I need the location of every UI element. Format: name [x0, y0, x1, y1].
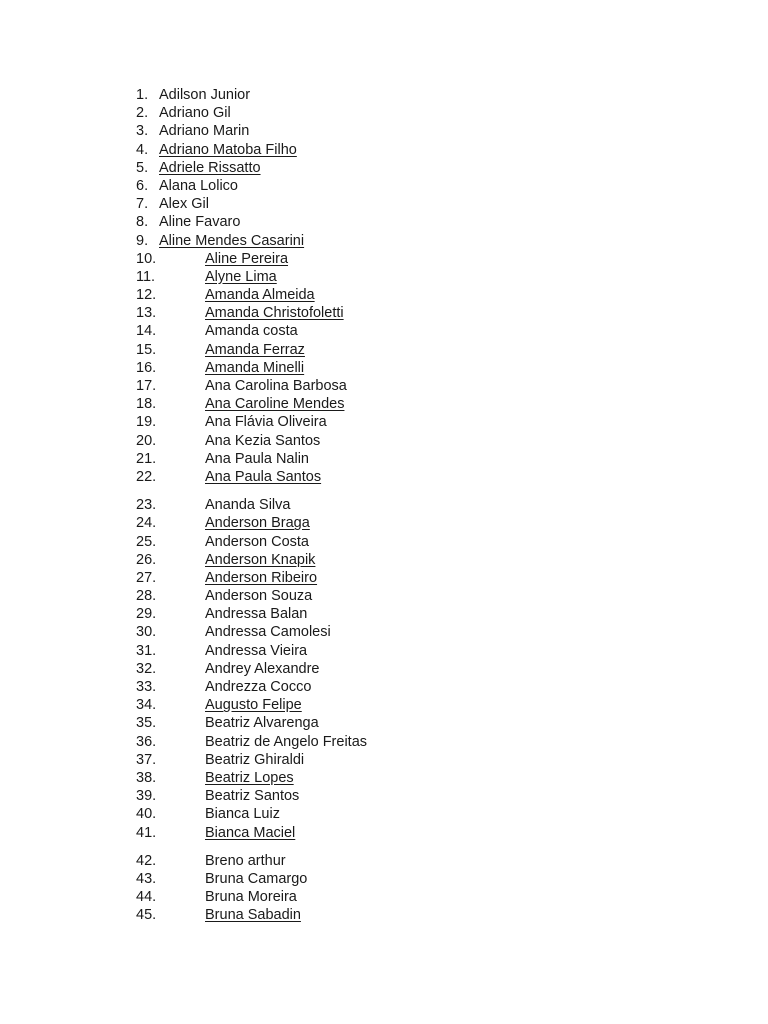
name-text: Andrey Alexandre — [205, 660, 320, 677]
item-number: 37. — [136, 751, 157, 768]
list-item[interactable] — [0, 696, 768, 714]
list-item[interactable] — [0, 514, 768, 532]
list-item[interactable] — [0, 359, 768, 377]
item-number: 17. — [136, 378, 157, 394]
item-number: 12. — [136, 287, 157, 304]
name-text: Beatriz Alvarenga — [205, 715, 319, 732]
item-number: 35. — [136, 715, 157, 732]
list-item — [0, 496, 768, 514]
name-text: Ana Kezia Santos — [205, 432, 321, 449]
name-link[interactable]: Adriano Matoba Filho — [159, 141, 297, 158]
list-item[interactable] — [0, 268, 768, 286]
item-number: 40. — [136, 806, 157, 823]
name-text: Adilson Junior — [159, 87, 251, 103]
item-number: 26. — [136, 551, 157, 568]
list-item[interactable] — [0, 141, 768, 159]
list-item — [0, 213, 768, 231]
item-number: 6. — [136, 177, 149, 194]
name-link[interactable]: Aline Mendes Casarini — [159, 232, 305, 249]
name-text: Ana Carolina Barbosa — [205, 378, 347, 394]
item-number: 5. — [136, 159, 149, 176]
name-text: Andressa Vieira — [205, 642, 308, 659]
name-link[interactable]: Anderson Ribeiro — [205, 569, 318, 586]
item-number: 41. — [136, 824, 157, 841]
list-item — [0, 432, 768, 450]
list-item[interactable] — [0, 824, 768, 842]
list-item — [0, 413, 768, 431]
list-item — [0, 660, 768, 678]
name-link[interactable]: Anderson Knapik — [205, 551, 316, 568]
name-text: Beatriz Ghiraldi — [205, 751, 305, 768]
name-link[interactable]: Beatriz Lopes — [205, 769, 294, 786]
name-link[interactable]: Adriele Rissatto — [159, 159, 261, 176]
name-link[interactable]: Ana Caroline Mendes — [205, 396, 345, 413]
item-number: 9. — [136, 232, 149, 249]
list-item[interactable] — [0, 906, 768, 924]
item-number: 1. — [136, 87, 149, 103]
list-item — [0, 678, 768, 696]
name-link[interactable]: Alyne Lima — [205, 268, 277, 285]
list-item[interactable] — [0, 341, 768, 359]
list-item — [0, 533, 768, 551]
name-text: Ananda Silva — [205, 497, 291, 514]
item-number: 32. — [136, 660, 157, 677]
list-item — [0, 751, 768, 769]
item-number: 25. — [136, 533, 157, 550]
list-item — [0, 322, 768, 340]
name-text: Anderson Costa — [205, 533, 309, 550]
item-number: 31. — [136, 642, 157, 659]
name-text: Andressa Balan — [205, 606, 308, 623]
name-link[interactable]: Aline Pereira — [205, 250, 289, 267]
name-link[interactable]: Amanda Almeida — [205, 287, 315, 304]
list-item[interactable] — [0, 551, 768, 569]
list-item — [0, 86, 768, 104]
list-item — [0, 587, 768, 605]
item-number: 10. — [136, 250, 157, 267]
name-text: Adriano Gil — [159, 105, 231, 122]
item-number: 34. — [136, 697, 157, 714]
item-number: 13. — [136, 305, 157, 322]
list-item[interactable] — [0, 569, 768, 587]
name-text: Ana Flávia Oliveira — [205, 414, 327, 431]
name-text: Bruna Moreira — [205, 889, 297, 906]
item-number: 44. — [136, 889, 157, 906]
item-number: 18. — [136, 396, 157, 413]
name-text: Andressa Camolesi — [205, 624, 331, 641]
item-number: 29. — [136, 606, 157, 623]
name-text: Alex Gil — [159, 196, 209, 213]
name-link[interactable]: Anderson Braga — [205, 515, 310, 532]
list-item[interactable] — [0, 468, 768, 486]
name-link[interactable]: Ana Paula Santos — [205, 468, 322, 485]
list-item[interactable] — [0, 286, 768, 304]
item-number: 33. — [136, 679, 157, 695]
name-text: Beatriz de Angelo Freitas — [205, 733, 368, 750]
list-item — [0, 733, 768, 751]
list-item — [0, 122, 768, 140]
item-number: 16. — [136, 359, 157, 376]
list-item — [0, 623, 768, 641]
name-text: Bruna Camargo — [205, 870, 308, 887]
item-number: 3. — [136, 123, 149, 140]
item-number: 45. — [136, 907, 157, 924]
name-text: Bianca Luiz — [205, 806, 280, 823]
name-text: Beatriz Santos — [205, 788, 300, 805]
list-item — [0, 377, 768, 395]
item-number: 7. — [136, 196, 149, 213]
item-number: 21. — [136, 450, 157, 467]
list-item — [0, 714, 768, 732]
name-text: Breno arthur — [205, 852, 286, 869]
item-number: 4. — [136, 141, 149, 158]
item-number: 15. — [136, 341, 157, 358]
item-number: 42. — [136, 852, 157, 869]
list-item[interactable] — [0, 232, 768, 250]
item-number: 8. — [136, 214, 149, 231]
list-item — [0, 642, 768, 660]
item-number: 2. — [136, 105, 149, 122]
item-number: 23. — [136, 497, 157, 514]
list-item — [0, 104, 768, 122]
name-text: Aline Favaro — [159, 214, 241, 231]
list-item — [0, 787, 768, 805]
name-text: Amanda costa — [205, 323, 298, 340]
list-item — [0, 870, 768, 888]
item-number: 39. — [136, 788, 157, 805]
list-item — [0, 805, 768, 823]
item-number: 38. — [136, 769, 157, 786]
item-number: 43. — [136, 870, 157, 887]
item-number: 19. — [136, 414, 157, 431]
list-item[interactable] — [0, 769, 768, 787]
name-link[interactable]: Bruna Sabadin — [205, 907, 301, 924]
name-link[interactable]: Amanda Ferraz — [205, 341, 305, 358]
name-text: Andrezza Cocco — [205, 679, 312, 695]
item-number: 36. — [136, 733, 157, 750]
name-text: Ana Paula Nalin — [205, 450, 309, 467]
item-number: 14. — [136, 323, 157, 340]
item-number: 22. — [136, 468, 157, 485]
item-number: 27. — [136, 569, 157, 586]
name-link[interactable]: Amanda Christofoletti — [205, 305, 344, 322]
name-text: Adriano Marin — [159, 123, 250, 140]
item-number: 20. — [136, 432, 157, 449]
name-link[interactable]: Bianca Maciel — [205, 824, 296, 841]
name-link[interactable]: Amanda Minelli — [205, 359, 305, 376]
item-number: 28. — [136, 588, 157, 605]
list-item — [0, 852, 768, 870]
list-item — [0, 195, 768, 213]
name-text: Alana Lolico — [159, 177, 238, 194]
list-item[interactable] — [0, 250, 768, 268]
list-item — [0, 605, 768, 623]
name-list — [0, 86, 768, 924]
list-item[interactable] — [0, 159, 768, 177]
list-item — [0, 888, 768, 906]
list-item[interactable] — [0, 304, 768, 322]
name-link[interactable]: Augusto Felipe — [205, 697, 302, 714]
list-item — [0, 177, 768, 195]
name-text: Anderson Souza — [205, 588, 313, 605]
list-item[interactable] — [0, 395, 768, 413]
item-number: 30. — [136, 624, 157, 641]
item-number: 11. — [136, 268, 156, 285]
list-item — [0, 450, 768, 468]
item-number: 24. — [136, 515, 157, 532]
